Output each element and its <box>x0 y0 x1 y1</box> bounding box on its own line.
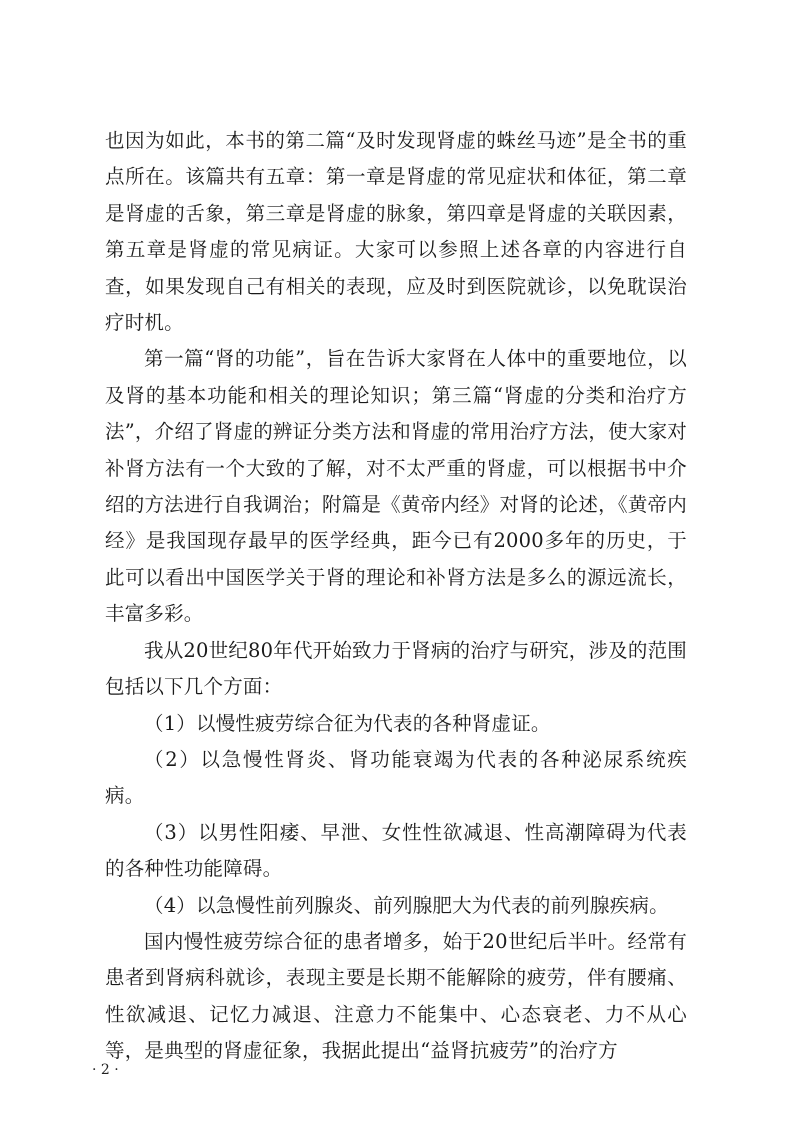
paragraph-2: 第一篇“肾的功能”，旨在告诉大家肾在人体中的重要地位，以及肾的基本功能和相关的理论知识；第三篇“肾虚的分类和治疗方法”，介绍了肾虚的辨证分类方法和肾虚的常用治疗方法，使大家对补肾方法有一个大致的了解，对不太严重的肾虚，可以根据书中介绍的方法进行自我调治；附篇是《黄帝内经》对肾的论述，《黄帝内经》是我国现存最早的医学经典，距今已有2000多年的历史，于此可以看出中国医学关于肾的理论和补肾方法是多么的源远流长，丰富多彩。 <box>105 347 687 626</box>
list-item-2: （2）以急慢性肾炎、肾功能衰竭为代表的各种泌尿系统疾病。 <box>105 747 687 808</box>
list-item-3: （3）以男性阳痿、早泄、女性性欲减退、性高潮障碍为代表的各种性功能障碍。 <box>105 820 687 881</box>
paragraph-4: 国内慢性疲劳综合征的患者增多，始于20世纪后半叶。经常有患者到肾病科就诊，表现主要是长期不能解除的疲劳，伴有腰痛、性欲减退、记忆力减退、注意力不能集中、心态衰老、力不从心等，是典型的肾虚征象，我据此提出“益肾抗疲劳”的治疗方 <box>105 929 687 1063</box>
paragraph-3: 我从20世纪80年代开始致力于肾病的治疗与研究，涉及的范围包括以下几个方面： <box>105 638 687 699</box>
page-number: · 2 · <box>92 1062 119 1078</box>
list-item-4: （4）以急慢性前列腺炎、前列腺肥大为代表的前列腺疾病。 <box>144 893 669 917</box>
paragraph-1: 也因为如此，本书的第二篇“及时发现肾虚的蛛丝马迹”是全书的重点所在。该篇共有五章：第一章是肾虚的常见症状和体征，第二章是肾虚的舌象，第三章是肾虚的脉象，第四章是肾虚的关联因素，第五章是肾虚的常见病证。大家可以参照上述各章的内容进行自查，如果发现自己有相关的表现，应及时到医院就诊，以免耽误治疗时机。 <box>105 129 687 335</box>
list-item-1: （1）以慢性疲劳综合征为代表的各种肾虚证。 <box>144 711 551 735</box>
body-text <box>105 123 687 1070</box>
